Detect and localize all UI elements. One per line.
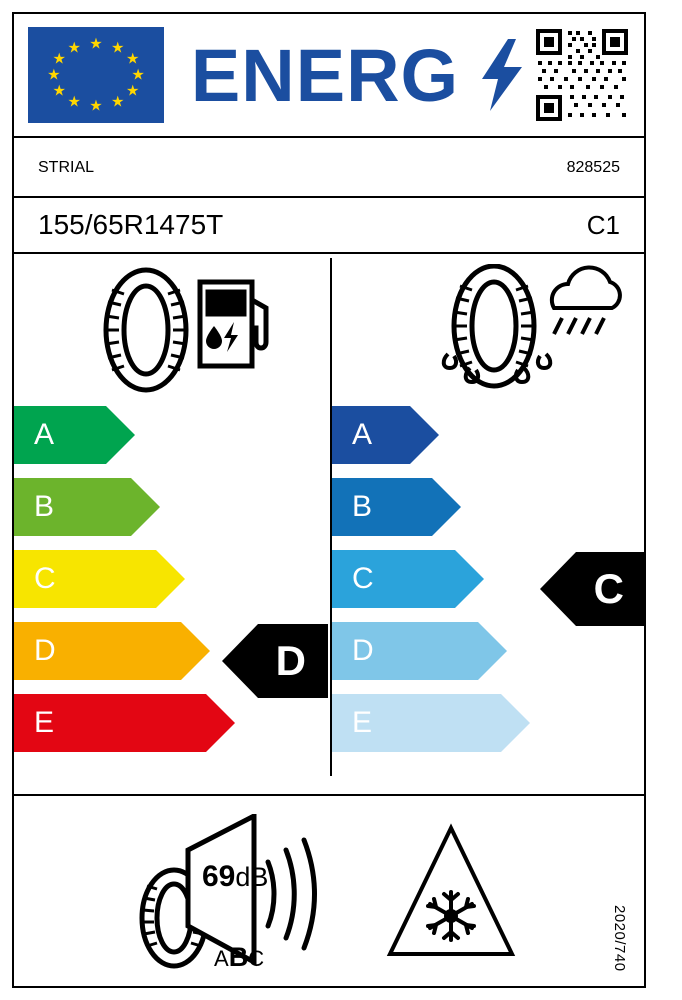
result-arrow-nose	[222, 624, 258, 698]
grade-letter: B	[34, 490, 55, 523]
lightning-bolt-icon	[480, 39, 524, 111]
grade-panels	[14, 254, 644, 792]
grade-row	[332, 406, 646, 470]
arrow-tip	[156, 550, 185, 608]
fuel-pump-tyre-icon	[84, 264, 284, 394]
grade-row	[332, 622, 646, 686]
fuel-grade-a	[14, 406, 106, 464]
arrow-tip	[206, 694, 235, 752]
arrow-tip	[478, 622, 507, 680]
grade-letter: A	[352, 418, 373, 451]
fuel-grade-d	[14, 622, 181, 680]
fuel-grade-list	[14, 406, 328, 766]
fuel-efficiency-panel	[14, 254, 328, 792]
noise-class-row	[214, 942, 264, 973]
tyre-size-row	[14, 198, 644, 252]
bottom-section	[14, 800, 644, 986]
tyre-size: 155/65R1475T	[38, 209, 224, 240]
grade-row	[14, 694, 328, 758]
noise-class-c: C	[248, 946, 265, 971]
arrow-tip	[432, 478, 461, 536]
fuel-result-letter: D	[275, 637, 306, 684]
wet-grip-panel	[332, 254, 646, 792]
grade-letter: E	[352, 706, 373, 739]
divider-bottom	[14, 794, 644, 796]
arrow-tip	[131, 478, 160, 536]
label-header	[14, 14, 644, 136]
grade-row	[332, 694, 646, 758]
wet-result-letter: C	[593, 565, 624, 612]
brand-name: STRIAL	[38, 159, 95, 176]
rain-cloud-tyre-icon	[412, 264, 622, 394]
divider-header	[14, 136, 644, 138]
fuel-grade-e	[14, 694, 206, 752]
grade-letter: B	[352, 490, 373, 523]
fuel-grade-c	[14, 550, 156, 608]
page-title: ENERG	[190, 33, 460, 117]
wet-grade-c	[332, 550, 455, 608]
arrow-tip	[106, 406, 135, 464]
regulation-reference: 2020/740	[611, 905, 628, 972]
wet-grade-a	[332, 406, 410, 464]
eu-flag-icon: ★ ★ ★ ★ ★ ★ ★ ★ ★ ★ ★ ★	[28, 27, 164, 123]
wet-grade-e	[332, 694, 501, 752]
result-arrow-nose	[540, 552, 576, 626]
noise-class-a: A	[214, 946, 229, 971]
qr-code-icon	[534, 27, 630, 123]
arrow-tip	[501, 694, 530, 752]
arrow-tip	[181, 622, 210, 680]
grade-row	[14, 550, 328, 614]
grade-letter: D	[34, 634, 56, 667]
noise-class-b: B	[228, 942, 249, 972]
noise-value: 69dB	[202, 860, 269, 893]
three-peak-snowflake-icon	[386, 822, 516, 962]
arrow-tip	[455, 550, 484, 608]
grade-row	[14, 406, 328, 470]
grade-row	[332, 478, 646, 542]
tyre-class: C1	[586, 209, 620, 240]
fuel-result-badge	[258, 624, 328, 698]
speaker-noise-icon	[126, 814, 326, 974]
wet-grade-b	[332, 478, 432, 536]
noise-unit: dB	[235, 862, 269, 892]
grade-letter: C	[34, 562, 56, 595]
grade-letter: C	[352, 562, 374, 595]
grade-letter: A	[34, 418, 55, 451]
fuel-grade-b	[14, 478, 131, 536]
wet-grade-d	[332, 622, 478, 680]
grade-letter: D	[352, 634, 374, 667]
arrow-tip	[410, 406, 439, 464]
grade-row	[14, 478, 328, 542]
article-number: 828525	[566, 159, 620, 176]
brand-row	[14, 140, 644, 196]
grade-letter: E	[34, 706, 55, 739]
wet-result-badge	[576, 552, 646, 626]
